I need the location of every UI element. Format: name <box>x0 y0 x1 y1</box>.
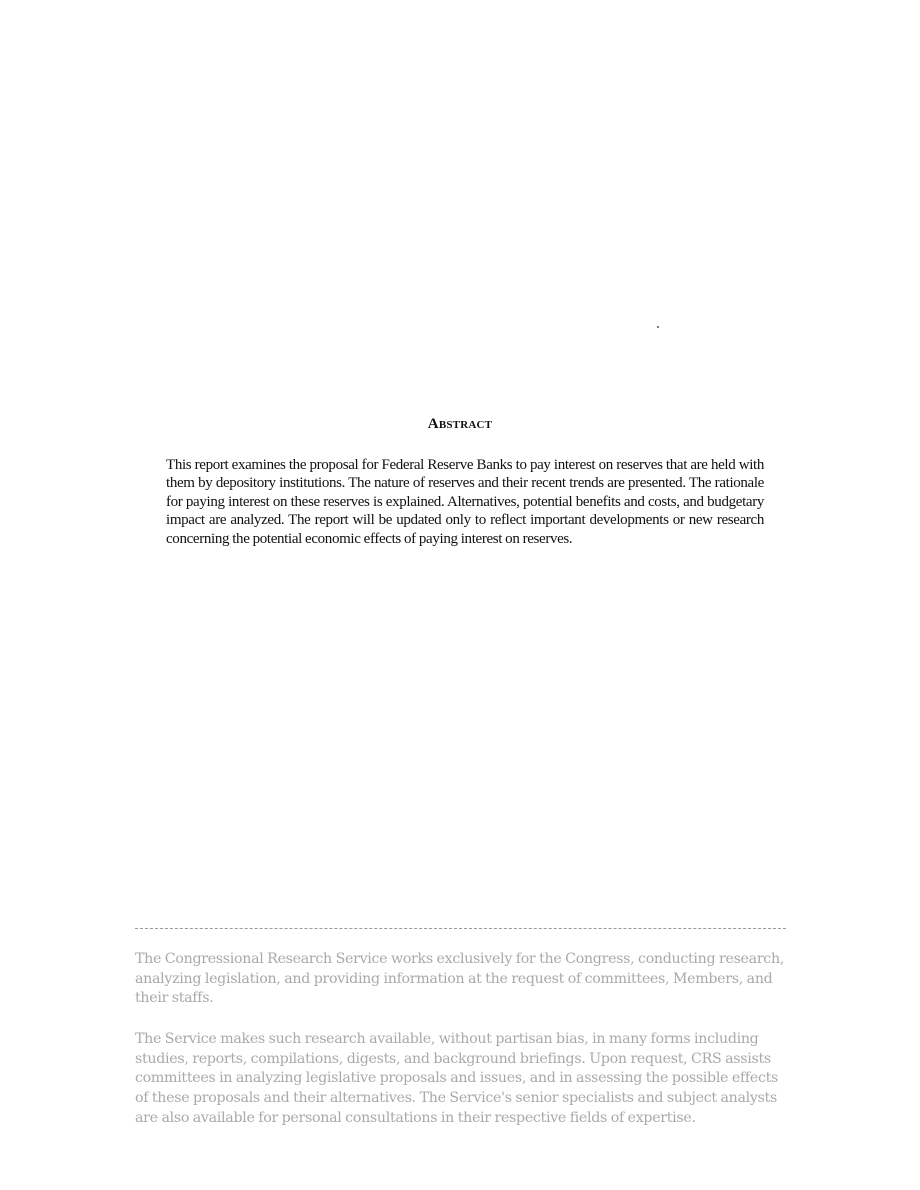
abstract-heading: Abstract <box>427 416 493 433</box>
notice-divider <box>135 928 786 929</box>
crs-notice-paragraph-1: The Congressional Research Service works exclusively for the Congress, conducting research, analyzing legislation, and providing information at the request of committees, Members, and their staffs. <box>135 951 784 1007</box>
scan-speck <box>657 326 659 328</box>
crs-notice-paragraph-2: The Service makes such research available, without partisan bias, in many forms including studies, reports, compilations, digests, and background briefings. Upon request, CRS assists committees in analyzing legislative proposals and issues, and in assessing the possible effects of these proposals and their alternatives. The Service's senior specialists and subject analysts are also available for personal consultations in their respective fields of expertise. <box>135 1031 778 1126</box>
abstract-paragraph: This report examines the proposal for Federal Reserve Banks to pay interest on reserves that are held with them by depository institutions. The nature of reserves and their recent trends are presented. The rationale for paying interest on these reserves is explained. Alternatives, potential benefits and costs, and budgetary impact are analyzed. The report will be updated only to reflect important developments or new research concerning the potential economic effects of paying interest on reserves. <box>166 457 764 547</box>
